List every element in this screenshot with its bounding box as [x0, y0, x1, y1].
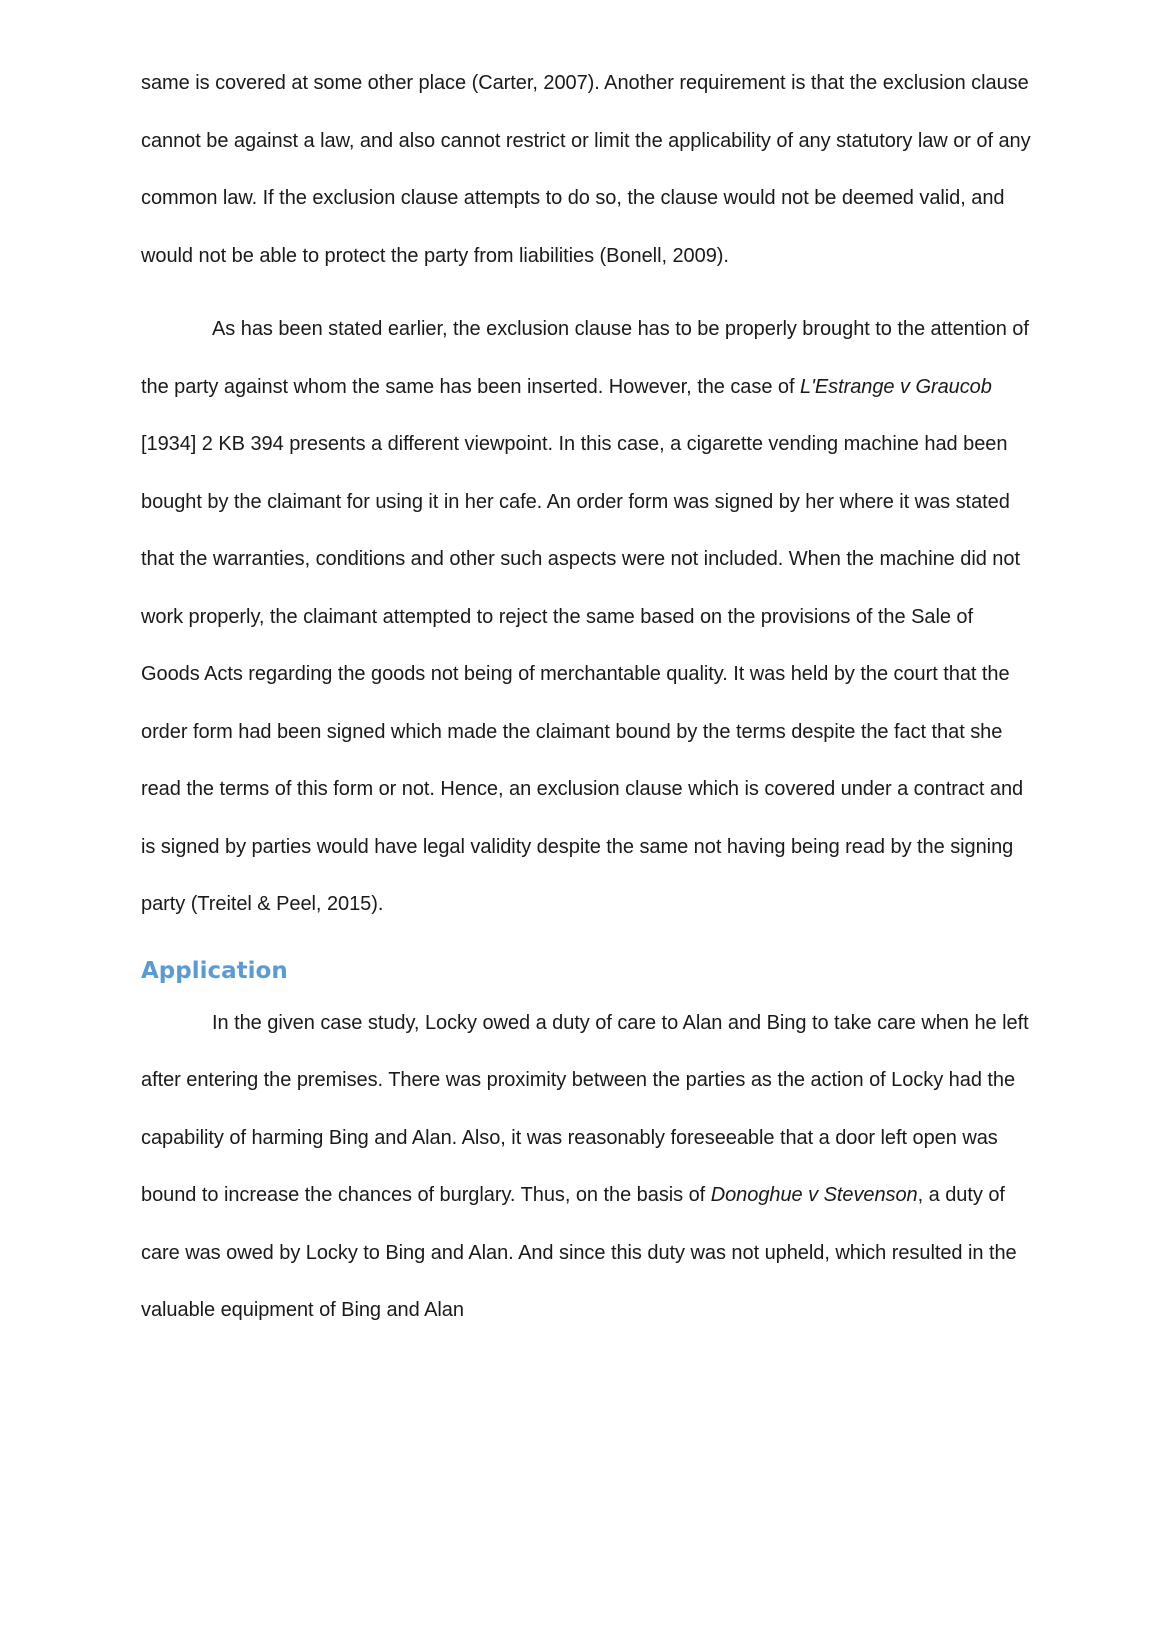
paragraph-application — [141, 995, 1031, 1340]
case-name-lestrange-v-graucob: L'Estrange v Graucob — [800, 375, 992, 398]
paragraph-text: same is covered at some other place (Carter, 2007). Another requirement is that the exclusion clause cannot be against a law, and also cannot restrict or limit the applicability of any statutory law or of any common law. If the exclusion clause attempts to do so, the clause would not be deemed valid, and would not be able to protect the party from liabilities (Bonell, 2009). — [141, 72, 1031, 267]
paragraph-exclusion-requirements — [141, 55, 1031, 285]
paragraph-text: , a duty of care was owed by Locky to Bing and Alan. And since this duty was not upheld, which resulted in the valuable equipment of Bing and Alan — [141, 1184, 1017, 1321]
case-name-donoghue-v-stevenson: Donoghue v Stevenson — [710, 1184, 918, 1206]
paragraph-text: In the given case study, Locky owed a duty of care to Alan and Bing to take care when he left after entering the premises. There was proximity between the parties as the action of Locky had the capability of harming Bing and Alan. Also, it was reasonably foreseeable that a door left open was bound to increase the chances of burglary. Thus, on the basis of — [141, 1011, 1029, 1206]
section-heading-application: Application — [141, 957, 288, 984]
paragraph-text: As has been stated earlier, the exclusion clause has to be properly brought to the attention of the party against whom the same has been inserted. However, the case of — [141, 318, 1029, 398]
paragraph-text: [1934] 2 KB 394 presents a different viewpoint. In this case, a cigarette vending machine had been bought by the claimant for using it in her cafe. An order form was signed by her where it was stated that the warranties, conditions and other such aspects were not included. When the machine did not work properly, the claimant attempted to reject the same based on the provisions of the Sale of Goods Acts regarding the goods not being of merchantable quality. It was held by the court that the order form had been signed which made the claimant bound by the terms despite the fact that she read the terms of this form or not. Hence, an exclusion clause which is covered under a contract and is signed by parties would have legal validity despite the same not having being read by the signing party (Treitel & Peel, 2015). — [141, 433, 1024, 915]
paragraph-lestrange-case — [141, 301, 1031, 934]
document-body — [141, 55, 1031, 1340]
